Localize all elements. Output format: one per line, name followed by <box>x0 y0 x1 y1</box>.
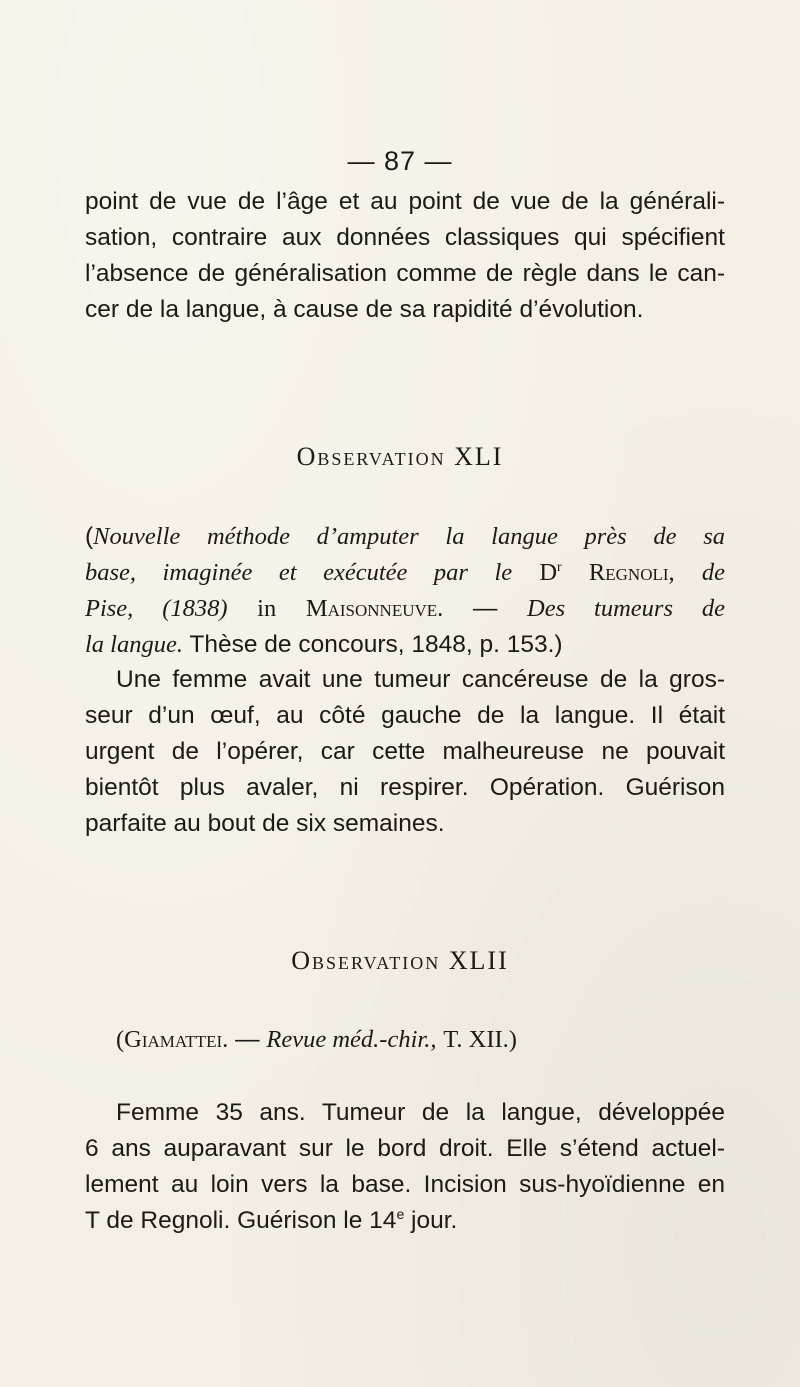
text-line: bientôt plus avaler, ni respirer. Opération. Guérison <box>85 774 725 801</box>
text-line: point de vue de l’âge et au point de vue de la générali- <box>85 188 725 215</box>
ordinal-sup: e <box>396 1205 405 1222</box>
text-line: urgent de l’opérer, car cette malheureuse ne pouvait <box>85 738 725 765</box>
citation-author: Maisonneuve. <box>305 595 444 622</box>
citation-volume: T. XII.) <box>443 1026 517 1053</box>
observation-41-heading: Observation XLI <box>296 442 504 471</box>
text-line: sation, contraire aux données classiques qui spécifient <box>85 224 725 251</box>
text-line: Femme 35 ans. Tumeur de la langue, développée <box>116 1099 725 1126</box>
text-line: l’absence de généralisation comme de règle dans le can- <box>85 260 725 287</box>
open-paren: ( <box>85 523 94 550</box>
citation-dash: — <box>472 595 498 622</box>
citation-line <box>85 519 725 555</box>
last-line-prefix: T de Regnoli. Guérison le 14 <box>85 1207 397 1234</box>
page-number: — 87 — <box>347 146 453 176</box>
citation-journal: Revue méd.-chir., <box>266 1026 437 1053</box>
citation-line <box>85 627 725 663</box>
citation-in: in <box>257 595 277 622</box>
citation-title: Nouvelle méthode d’amputer la langue près de sa <box>93 523 725 550</box>
text-line: Une femme avait une tumeur cancéreuse de la gros- <box>116 666 725 693</box>
citation-place: de <box>701 559 725 586</box>
citation-dash: — <box>235 1026 260 1053</box>
citation-author: (Giamattei. <box>116 1026 229 1053</box>
observation-42-body <box>85 1095 725 1239</box>
observation-41-body <box>85 662 725 842</box>
doctor-prefix: D <box>539 559 558 586</box>
last-line-suffix: jour. <box>404 1207 458 1234</box>
text-line <box>85 1203 725 1239</box>
citation-line <box>116 1022 736 1058</box>
citation-work-title-cont: la langue. <box>85 631 183 658</box>
citation-title-cont: base, imaginée et exécutée par le <box>85 559 513 586</box>
doctor-name: Regnoli, <box>588 559 675 586</box>
citation-place-date: Pise, (1838) <box>85 595 228 622</box>
observation-42-citation <box>116 1022 736 1058</box>
text-line: parfaite au bout de six semaines. <box>85 810 445 837</box>
text-line: cer de la langue, à cause de sa rapidité d’évolution. <box>85 296 644 323</box>
text-line: seur d’un œuf, au côté gauche de la langue. Il était <box>85 702 725 729</box>
intro-paragraph <box>85 184 725 328</box>
citation-line <box>85 591 725 627</box>
observation-41-citation <box>85 519 725 663</box>
observation-42-heading: Observation XLII <box>291 946 509 975</box>
citation-details: Thèse de concours, 1848, p. 153.) <box>189 631 563 658</box>
citation-line <box>85 555 725 591</box>
citation-work-title: Des tumeurs de <box>527 595 726 622</box>
text-line: lement au loin vers la base. Incision sus-hyoïdienne en <box>85 1171 725 1198</box>
doctor-sup: r <box>557 559 562 575</box>
text-line: 6 ans auparavant sur le bord droit. Elle s’étend actuel- <box>85 1135 725 1162</box>
